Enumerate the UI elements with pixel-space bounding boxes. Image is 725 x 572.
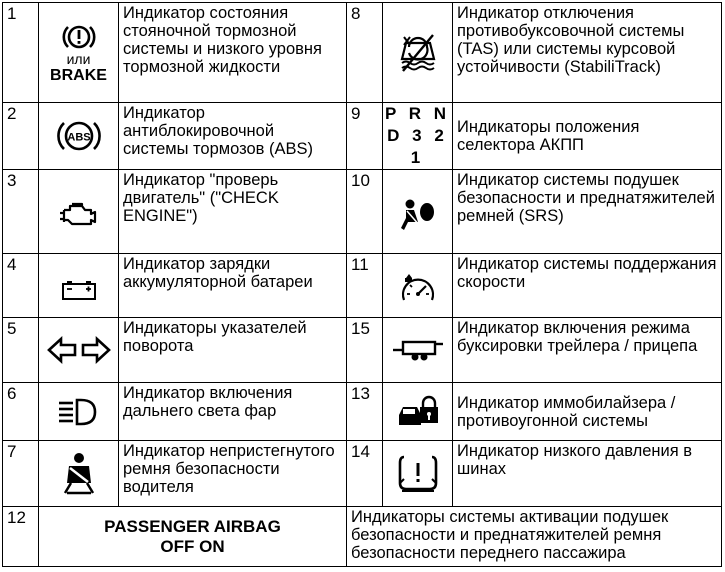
item-number: 15 — [347, 318, 383, 383]
item-number: 3 — [3, 170, 39, 254]
indicator-description: Индикатор состояния стояночной тормозной системы и низкого уровня тормозной жидкости — [119, 3, 347, 103]
seatbelt-icon-cell — [39, 441, 119, 507]
item-number: 14 — [347, 441, 383, 507]
airbag-icon-cell — [383, 170, 453, 254]
immobilizer-icon-cell — [383, 383, 453, 441]
abs-icon — [55, 116, 103, 156]
high-beam-icon-cell — [39, 383, 119, 441]
table-row — [3, 3, 722, 103]
item-number: 4 — [3, 254, 39, 318]
indicator-table — [2, 2, 722, 567]
check-engine-icon — [58, 200, 100, 230]
turn-signal-arrows-icon — [47, 335, 111, 365]
table-row — [3, 103, 722, 170]
table-row — [3, 383, 722, 441]
immobilizer-lock-icon — [395, 395, 441, 429]
item-number: 7 — [3, 441, 39, 507]
indicator-description: Индикатор непристегнутого ремня безопасности водителя — [119, 441, 347, 507]
stabilitrack-icon-cell — [383, 3, 453, 103]
item-number: 12 — [3, 507, 39, 567]
indicator-description: Индикатор системы поддержания скорости — [453, 254, 722, 318]
battery-icon-cell — [39, 254, 119, 318]
gear-selector-line-1: P R N — [384, 104, 451, 123]
trailer-icon — [391, 336, 445, 364]
or-label: или — [66, 50, 91, 67]
table-row — [3, 318, 722, 383]
item-number: 2 — [3, 103, 39, 170]
turn-signal-icon-cell — [39, 318, 119, 383]
stabilitrack-off-icon — [396, 31, 440, 75]
indicator-description: Индикатор включения дальнего света фар — [119, 383, 347, 441]
indicator-description: Индикаторы системы активации подушек безопасности и преднатяжителей ремня безопасности переднего пассажира — [347, 507, 722, 567]
passenger-airbag-label: PASSENGER AIRBAG — [104, 516, 281, 536]
tire-pressure-icon — [396, 453, 440, 495]
trailer-icon-cell — [383, 318, 453, 383]
seatbelt-icon — [57, 451, 101, 497]
brake-icon-cell — [39, 3, 119, 103]
indicator-description: Индикатор "проверь двигатель" ("CHECK ENGINE") — [119, 170, 347, 254]
check-engine-icon-cell — [39, 170, 119, 254]
indicator-description: Индикаторы указателей поворота — [119, 318, 347, 383]
cruise-control-icon — [396, 266, 440, 306]
table-row — [3, 254, 722, 318]
indicator-description: Индикатор зарядки аккумуляторной батареи — [119, 254, 347, 318]
indicator-description: Индикатор отключения противобуксовочной системы (TAS) или системы курсовой устойчивости (StabiliTrack) — [453, 3, 722, 103]
passenger-airbag-label-cell — [39, 507, 347, 567]
table-row — [3, 170, 722, 254]
item-number: 6 — [3, 383, 39, 441]
indicator-description: Индикатор системы подушек безопасности и преднатяжителей ремней (SRS) — [453, 170, 722, 254]
item-number: 1 — [3, 3, 39, 103]
item-number: 8 — [347, 3, 383, 103]
gear-selector-line-2: D 3 2 1 — [387, 126, 448, 167]
item-number: 11 — [347, 254, 383, 318]
indicator-description: Индикатор низкого давления в шинах — [453, 441, 722, 507]
battery-icon — [59, 278, 99, 302]
brake-circle-icon — [60, 22, 98, 52]
abs-icon-cell — [39, 103, 119, 170]
indicator-description: Индикатор включения режима буксировки трейлера / прицепа — [453, 318, 722, 383]
table-row — [3, 507, 722, 567]
airbag-icon — [398, 198, 438, 232]
item-number: 9 — [347, 103, 383, 170]
cruise-control-icon-cell — [383, 254, 453, 318]
high-beam-icon — [57, 397, 101, 427]
abs-icon-text: ABS — [66, 131, 91, 144]
indicator-description: Индикаторы положения селектора АКПП — [453, 103, 722, 170]
item-number: 10 — [347, 170, 383, 254]
indicator-description: Индикатор иммобилайзера / противоугонной системы — [453, 383, 722, 441]
gear-selector-cell — [383, 103, 453, 170]
table-row — [3, 441, 722, 507]
brake-word-label: BRAKE — [50, 66, 107, 84]
indicator-description: Индикатор антиблокировочной системы тормозов (ABS) — [119, 103, 347, 170]
item-number: 13 — [347, 383, 383, 441]
passenger-airbag-state-label: OFF ON — [160, 536, 225, 556]
tire-pressure-icon-cell — [383, 441, 453, 507]
item-number: 5 — [3, 318, 39, 383]
